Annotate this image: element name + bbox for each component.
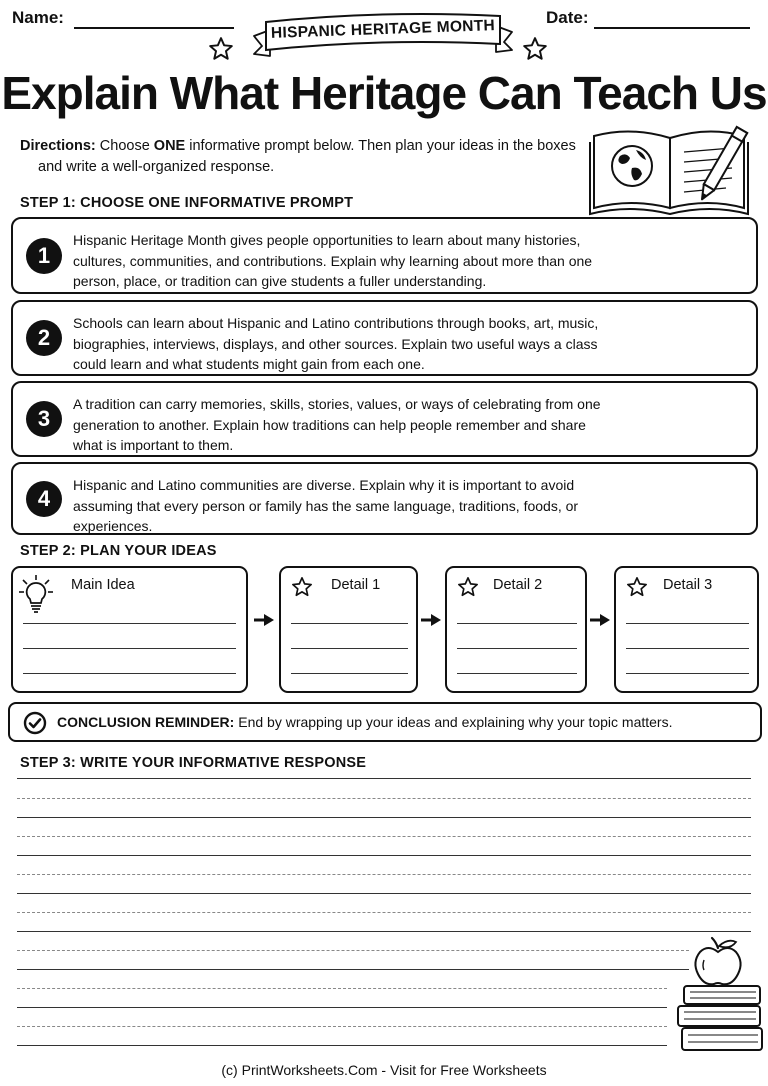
name-label: Name:	[12, 8, 64, 27]
directions-text-3: and write a well-organized response.	[38, 159, 275, 175]
star-icon	[208, 36, 234, 62]
directions	[20, 136, 580, 178]
detail-3-title: Detail 3	[663, 577, 713, 593]
directions-text-1: Choose	[99, 138, 150, 154]
prompt-card-4[interactable]	[11, 462, 758, 535]
writing-line[interactable]	[23, 648, 236, 649]
detail-1-title: Detail 1	[331, 577, 381, 593]
writing-midline	[17, 988, 667, 989]
star-icon	[291, 576, 313, 598]
conclusion-label: CONCLUSION REMINDER:	[57, 714, 235, 730]
writing-midline	[17, 836, 751, 837]
star-icon	[457, 576, 479, 598]
detail-3-box[interactable]	[614, 566, 759, 693]
writing-line[interactable]	[17, 855, 751, 856]
prompt-card-3[interactable]	[11, 381, 758, 457]
apple-books-icon	[672, 936, 764, 1056]
arrow-right-icon	[421, 613, 441, 627]
page-title: Explain What Heritage Can Teach Us	[1, 67, 767, 119]
prompt-text: A tradition can carry memories, skills, stories, values, or ways of celebrating from one generation to another. Explain how traditions can help people remember and share what is important to them.	[73, 396, 601, 453]
main-idea-title: Main Idea	[71, 577, 135, 593]
arrow-right-icon	[590, 613, 610, 627]
prompt-card-1[interactable]	[11, 217, 758, 294]
writing-midline	[17, 1026, 667, 1027]
prompt-text: Hispanic and Latino communities are diverse. Explain why it is important to avoid assuming that every person or family has the same language, traditions, foods, or experiences.	[73, 477, 579, 534]
conclusion-body: End by wrapping up your ideas and explaining why your topic matters.	[238, 714, 673, 730]
footer[interactable]: (c) PrintWorksheets.Com - Visit for Free Worksheets	[221, 1062, 547, 1078]
detail-2-title: Detail 2	[493, 577, 543, 593]
prompt-number: 2	[26, 320, 62, 356]
step3-heading: STEP 3: WRITE YOUR INFORMATIVE RESPONSE	[20, 755, 367, 771]
arrow-right-icon	[254, 613, 274, 627]
writing-line[interactable]	[626, 648, 749, 649]
directions-text-2: informative prompt below. Then plan your ideas in the boxes	[189, 138, 576, 154]
writing-line[interactable]	[626, 623, 749, 624]
writing-line[interactable]	[17, 893, 751, 894]
star-icon	[626, 576, 648, 598]
writing-line[interactable]	[17, 817, 751, 818]
writing-line[interactable]	[17, 969, 689, 970]
prompt-text: Schools can learn about Hispanic and Latino contributions through books, art, music, biographies, interviews, displays, and other sources. Explain two useful ways a class could learn and what students might gain from each one.	[73, 315, 599, 372]
open-book-icon	[586, 124, 756, 216]
conclusion-text	[57, 714, 672, 730]
writing-line[interactable]	[291, 648, 408, 649]
banner-text: HISPANIC HERITAGE MONTH	[270, 17, 496, 42]
main-idea-box[interactable]	[11, 566, 248, 693]
writing-line[interactable]	[23, 623, 236, 624]
step2-heading: STEP 2: PLAN YOUR IDEAS	[20, 543, 217, 559]
name-field[interactable]	[74, 27, 234, 29]
directions-emphasis: ONE	[153, 138, 186, 154]
date-label: Date:	[546, 8, 589, 27]
detail-2-box[interactable]	[445, 566, 587, 693]
conclusion-reminder	[8, 702, 762, 742]
detail-1-box[interactable]	[279, 566, 418, 693]
heritage-banner	[248, 12, 518, 58]
prompt-text: Hispanic Heritage Month gives people opportunities to learn about many histories, cultures, communities, and contributions. Explain why learning about more than one person, place, or tradition can give students a fuller understanding.	[73, 232, 593, 289]
writing-line[interactable]	[17, 778, 751, 779]
writing-midline	[17, 950, 689, 951]
step1-heading: STEP 1: CHOOSE ONE INFORMATIVE PROMPT	[20, 195, 354, 211]
writing-line[interactable]	[17, 931, 751, 932]
star-icon	[522, 36, 548, 62]
directions-label: Directions:	[20, 138, 96, 154]
writing-midline	[17, 874, 751, 875]
prompt-number: 1	[26, 238, 62, 274]
writing-line[interactable]	[457, 648, 577, 649]
writing-midline	[17, 798, 751, 799]
prompt-number: 3	[26, 401, 62, 437]
writing-line[interactable]	[291, 623, 408, 624]
writing-line[interactable]	[457, 673, 577, 674]
writing-line[interactable]	[291, 673, 408, 674]
writing-line[interactable]	[17, 1007, 667, 1008]
lightbulb-icon	[19, 574, 53, 614]
writing-line[interactable]	[457, 623, 577, 624]
writing-line[interactable]	[17, 1045, 667, 1046]
writing-midline	[17, 912, 751, 913]
prompt-number: 4	[26, 481, 62, 517]
prompt-card-2[interactable]	[11, 300, 758, 376]
writing-line[interactable]	[626, 673, 749, 674]
check-circle-icon	[23, 711, 47, 735]
writing-line[interactable]	[23, 673, 236, 674]
date-field[interactable]	[594, 27, 750, 29]
